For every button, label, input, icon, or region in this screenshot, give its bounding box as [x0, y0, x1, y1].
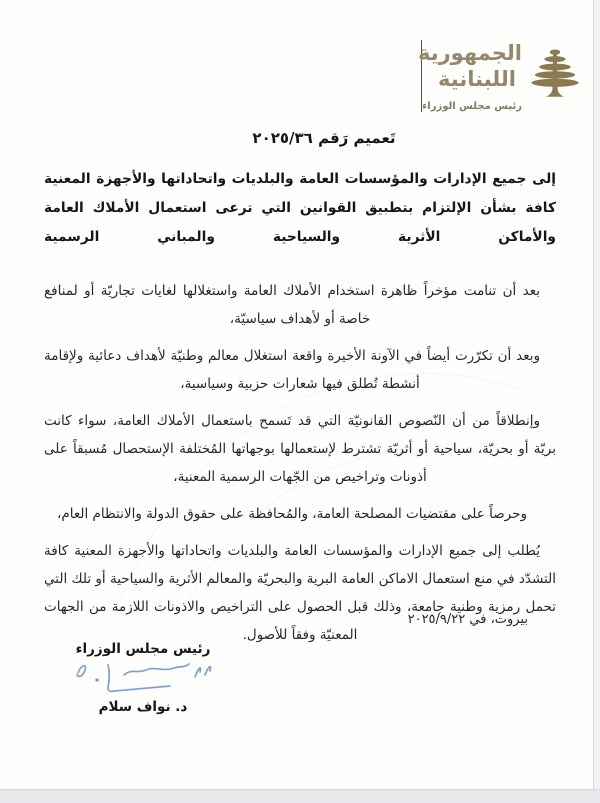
- addressee-block: إلى جميع الإدارات والمؤسسات العامة والبلديات واتحاداتها والأجهزة المعنية كافة بشأن الإلتزام بتطبيق القوانين التي ترعى استعمال الأملاك العامة والأماكن الأثرية والسياحية والمباني الرسمية: [44, 171, 556, 245]
- paragraph-2: وبعد أن تكرّرت أيضاً في الآونة الأخيرة واقعة استغلال معالم وطنيّة لأهداف دعائية ولإقامة أنشطة تُطلق فيها شعارات حزبية وسياسية،: [44, 348, 540, 392]
- circular-title: تَعميم رَقم ٢٠٢٥/٣٦: [252, 129, 396, 147]
- signatory-name: د. نواف سلام: [98, 699, 188, 715]
- signatory-title: رئيس مجلس الوزراء: [75, 641, 211, 657]
- paragraph-1: بعد أن تنامت مؤخراً ظاهرة استخدام الأملاك العامة واستغلالها لغايات تجاريّة أو لمنافع خاصة أو لأهداف سياسيّة،: [44, 283, 540, 327]
- republic-name-line2: اللبنانية: [438, 67, 516, 91]
- signature-block: [58, 641, 228, 715]
- republic-name-line1: الجمهورية: [417, 41, 522, 65]
- paragraph-3: وإنطلاقاً من أن النّصوص القانونيّة التي قد تَسمح باستعمال الأملاك العامة، سواء كانت بريّة أو بحريّة، سياحية أو أثريّة تشترط لإستعمالها بوجهاتها المُختلفة الإستحصال مُسبقاً على أذونات وتراخيص من الجّهات الرسمية المعنية،: [44, 413, 556, 485]
- letter-body: [44, 165, 556, 658]
- signature-scribble: [68, 659, 218, 701]
- cedar-icon: [527, 44, 583, 104]
- date-place-line: بيروت، في ٢٠٢٥/٩/٢٢: [407, 612, 528, 627]
- office-caption: رئيس مجلس الوزراء: [422, 101, 522, 112]
- paragraph-4: وحرصاً على مقتضيات المصلحة العامة، والمُحافظة على حقوق الدولة والانتظام العام،: [57, 506, 527, 522]
- photo-edge-right: [593, 0, 600, 803]
- paragraph-5: يُطلب إلى جميع الإدارات والمؤسسات العامة والبلديات واتحاداتها والأجهزة المعنية كافة التشدّد في منع استعمال الاماكن العامة البرية والبحريّة والمعالم الأثرية والسياحية أو تلك التي تحمل رمزية وطنية جامعة، وذلك قبل الحصول على التراخيص والاذونات اللازمة من الجهات المعنيّة وفقاً للأصول.: [44, 543, 556, 643]
- republic-emblem: [417, 40, 592, 112]
- photo-edge-bottom: [0, 789, 600, 803]
